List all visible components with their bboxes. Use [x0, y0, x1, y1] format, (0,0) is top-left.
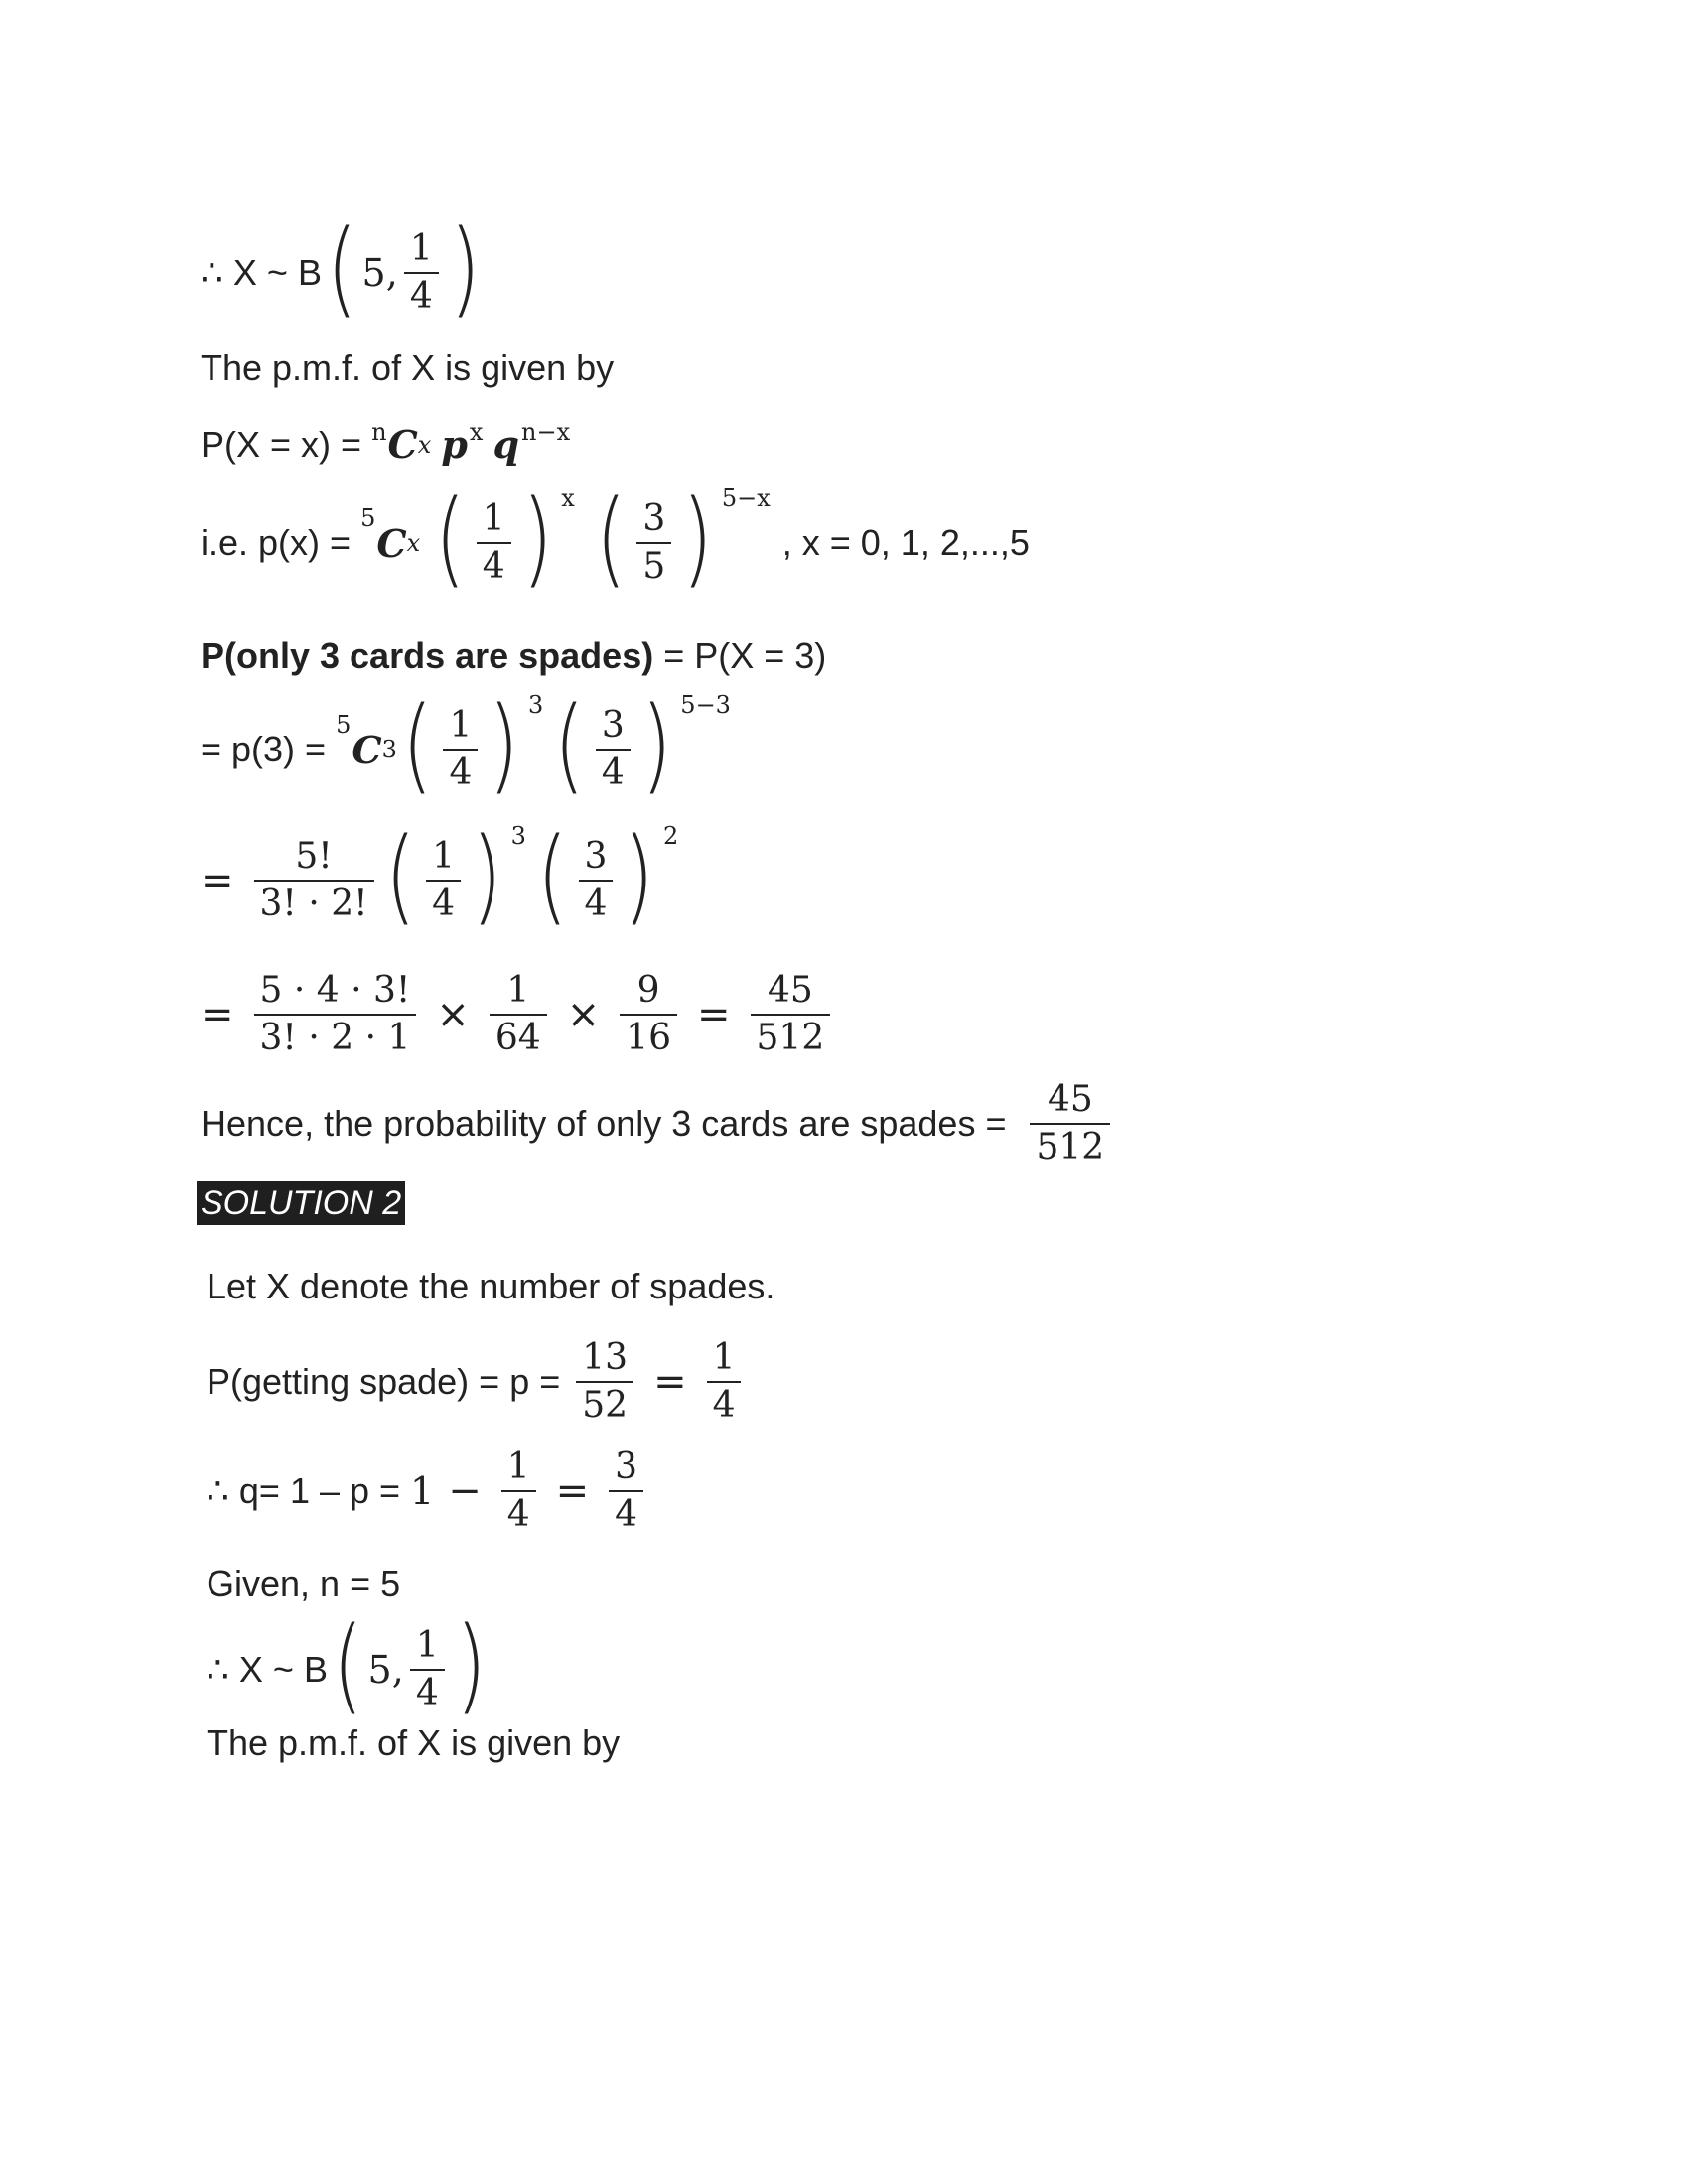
xdist-prefix: ∴ X ~ B: [201, 252, 322, 293]
let-x-line: Let X denote the number of spades.: [207, 1266, 775, 1306]
binomial-distribution-line-2: ∴ X ~ B ( 5, $\frac{1}{4}$ ): [207, 1604, 487, 1725]
p3-line: = p(3) = 5 C 3 ( $\frac{1}{4}$ ) 3 ( $\frac{3}{4}$ ) 5−3: [201, 684, 731, 805]
spades-probability-line: P(only 3 cards are spades) = P(X = 3): [201, 635, 827, 676]
factorial-line: = $\frac{5!}{3! \cdot 2!}$ ( $\frac{1}{4}$ ) 3 ( $\frac{3}{4}$ ) 2: [201, 815, 679, 936]
solution-2-heading: SOLUTION 2: [197, 1181, 405, 1225]
result-fraction: $\frac{45}{512}$: [1030, 1077, 1110, 1170]
pmf-intro: The p.m.f. of X is given by: [201, 347, 615, 388]
fraction-one-fourth: $\frac{1}{4}$: [404, 226, 439, 320]
given-n-line: Given, n = 5: [207, 1564, 401, 1604]
p-spade-line: P(getting spade) = p = $\frac{13}{52}$ = $\frac{1}{4}$: [207, 1335, 747, 1429]
simplification-line: = $\frac{5 \cdot 4 \cdot 3!}{3! \cdot 2 \cdot 1}$ × $\frac{1}{64}$ × $\frac{9}{16}$ = $\frac{45}{512}$: [201, 968, 836, 1061]
pmf-specific: i.e. p(x) = 5 C x ( $\frac{1}{4}$ ) x ( $\frac{3}{5}$ ) 5−x , x = 0, 1, 2,...,5: [201, 478, 1030, 599]
pmf-formula: P(X = x) = n C x p x q n−x: [201, 418, 571, 467]
binomial-distribution-line: ∴ X ~ B ( 5, $\frac{1}{4}$ ): [201, 207, 481, 329]
result-line: Hence, the probability of only 3 cards are spades = $\frac{45}{512}$: [201, 1077, 1116, 1170]
pmf-intro-2: The p.m.f. of X is given by: [207, 1722, 621, 1763]
q-line: ∴ q= 1 – p = 1 − $\frac{1}{4}$ = $\frac{3}{4}$: [207, 1444, 649, 1538]
